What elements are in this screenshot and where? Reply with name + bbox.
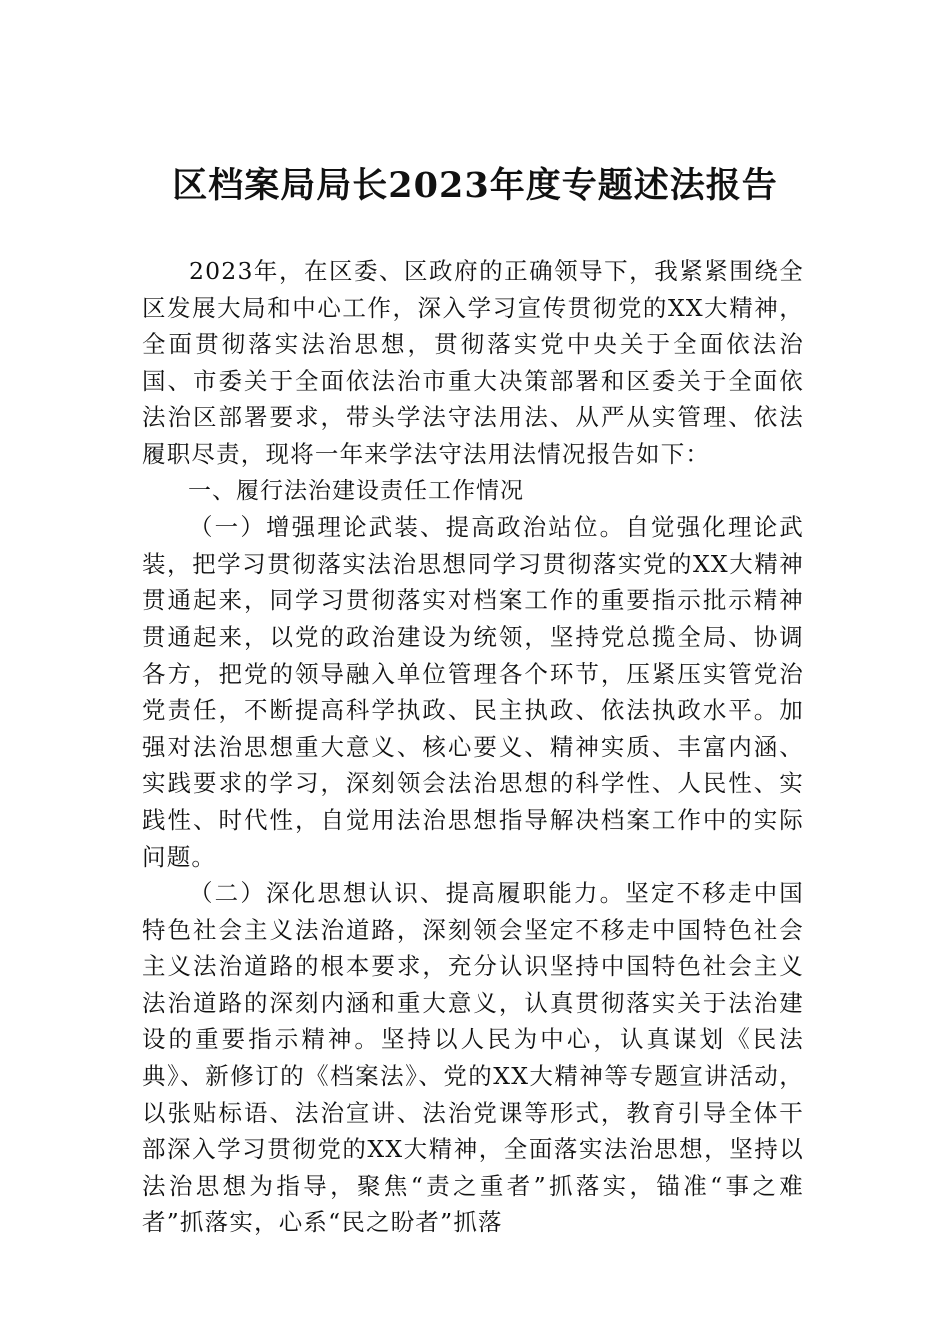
paragraph-1: （一）增强理论武装、提高政治站位。自觉强化理论武装，把学习贯彻落实法治思想同学习贯彻落实党的XX大精神贯通起来，同学习贯彻落实对档案工作的重要指示批示精神贯通起来，以党的政治建设为统领，坚持党总揽全局、协调各方，把党的领导融入单位管理各个环节，压紧压实管党治党责任，不断提高科学执政、民主执政、依法执政水平。加强对法治思想重大意义、核心要义、精神实质、丰富内涵、实践要求的学习，深刻领会法治思想的科学性、人民性、实践性、时代性，自觉用法治思想指导解决档案工作中的实际问题。 [142,513,804,871]
document-title: 区档案局局长2023年度专题述法报告 [172,165,778,206]
paragraph-2: （二）深化思想认识、提高履职能力。坚定不移走中国特色社会主义法治道路，深刻领会坚定不移走中国特色社会主义法治道路的根本要求，充分认识坚持中国特色社会主义法治道路的深刻内涵和重大意义，认真贯彻落实关于法治建设的重要指示精神。坚持以人民为中心，认真谋划《民法典》、新修订的《档案法》、党的XX大精神等专题宣讲活动，以张贴标语、法治宣讲、法治党课等形式，教育引导全体干部深入学习贯彻党的XX大精神，全面落实法治思想，坚持以法治思想为指导，聚焦“责之重者”抓落实，锚准“事之难者”抓落实，心系“民之盼者”抓落 [142,879,804,1237]
document-body [142,253,804,1241]
section-heading-1: 一、履行法治建设责任工作情况 [188,477,524,504]
intro-paragraph: 2023年，在区委、区政府的正确领导下，我紧紧围绕全区发展大局和中心工作，深入学习宣传贯彻党的XX大精神，全面贯彻落实法治思想，贯彻落实党中央关于全面依法治国、市委关于全面依法治市重大决策部署和区委关于全面依法治区部署要求，带头学法守法用法、从严从实管理、依法履职尽责，现将一年来学法守法用法情况报告如下： [142,257,804,468]
